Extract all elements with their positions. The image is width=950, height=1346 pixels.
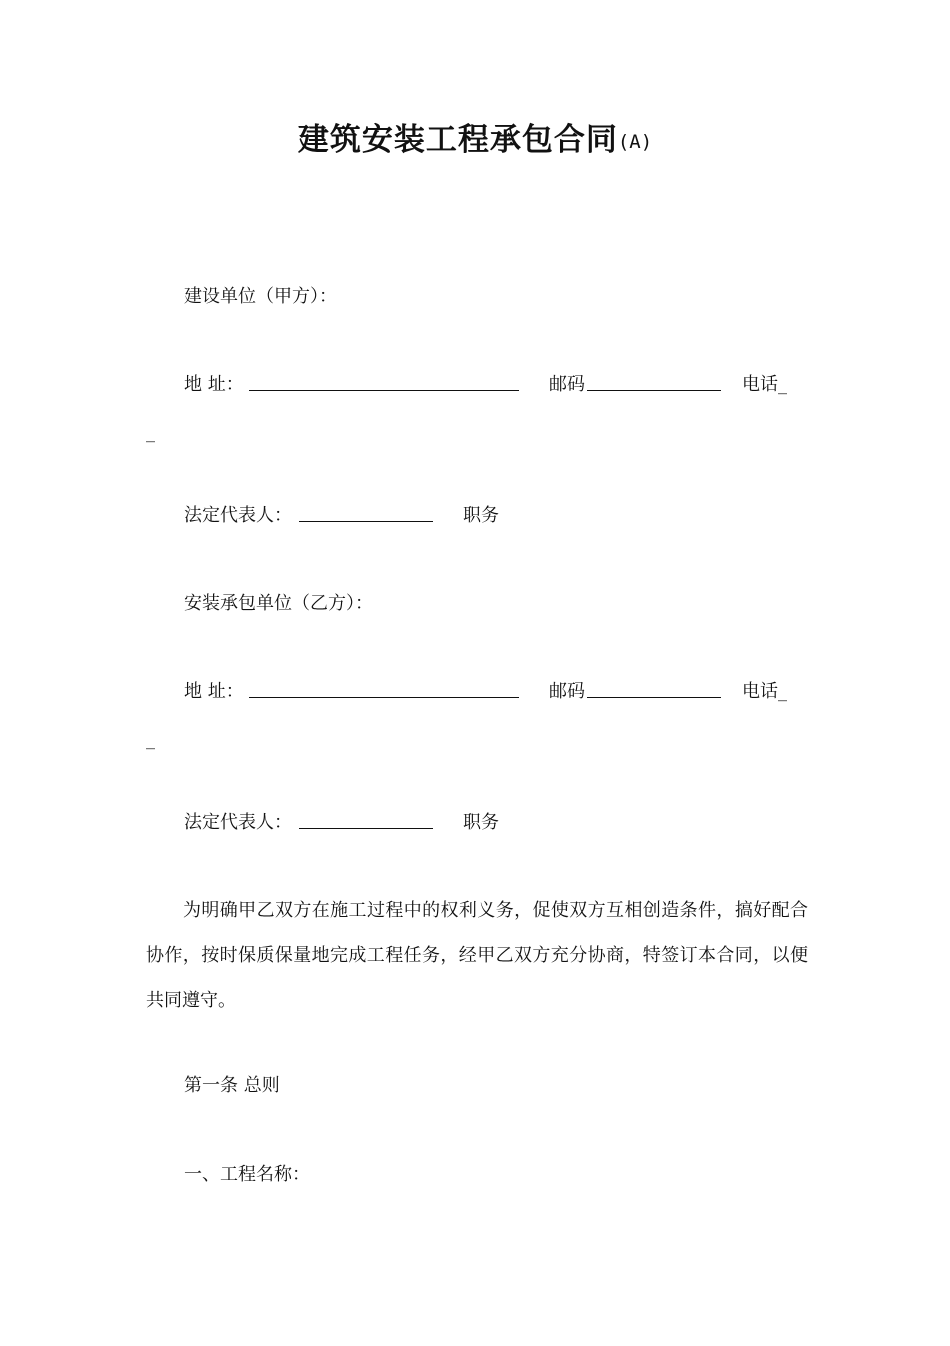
party-a-rep-label: 法定代表人： [184, 505, 292, 526]
party-a-address-blank [249, 372, 519, 391]
party-b-postcode-label: 邮码 [549, 681, 585, 702]
title-suffix: (A) [617, 131, 653, 153]
party-a-address-label: 地 址： [184, 374, 244, 395]
party-b-rep-blank [299, 810, 433, 829]
article-1-heading: 第一条 总则 [184, 1075, 280, 1096]
party-b-phone-label: 电话_ [742, 681, 787, 702]
party-b-address-blank [249, 679, 519, 698]
party-a-rep-blank [299, 503, 433, 522]
party-b-position-label: 职务 [463, 812, 499, 833]
title-main: 建筑安装工程承包合同 [297, 122, 618, 158]
party-a-phone-label: 电话_ [742, 374, 787, 395]
party-b-heading: 安装承包单位（乙方）： [184, 593, 373, 614]
party-a-heading: 建设单位（甲方）： [184, 286, 337, 307]
party-a-phone-wrap: _ [146, 422, 155, 443]
party-b-rep-label: 法定代表人： [184, 812, 292, 833]
party-a-postcode-blank [587, 372, 721, 391]
preamble-paragraph: 为明确甲乙双方在施工过程中的权利义务，促使双方互相创造条件，搞好配合协作，按时保质保量地完成工程任务，经甲乙双方充分协商，特签订本合同，以便共同遵守。 [146, 900, 808, 1011]
party-b-postcode-blank [587, 679, 721, 698]
party-b-address-label: 地 址： [184, 681, 244, 702]
page-title [0, 118, 950, 164]
party-b-phone-wrap: _ [146, 729, 155, 750]
party-a-postcode-label: 邮码 [549, 374, 585, 395]
article-1-item-1: 一、工程名称： [184, 1164, 310, 1185]
party-a-position-label: 职务 [463, 505, 499, 526]
